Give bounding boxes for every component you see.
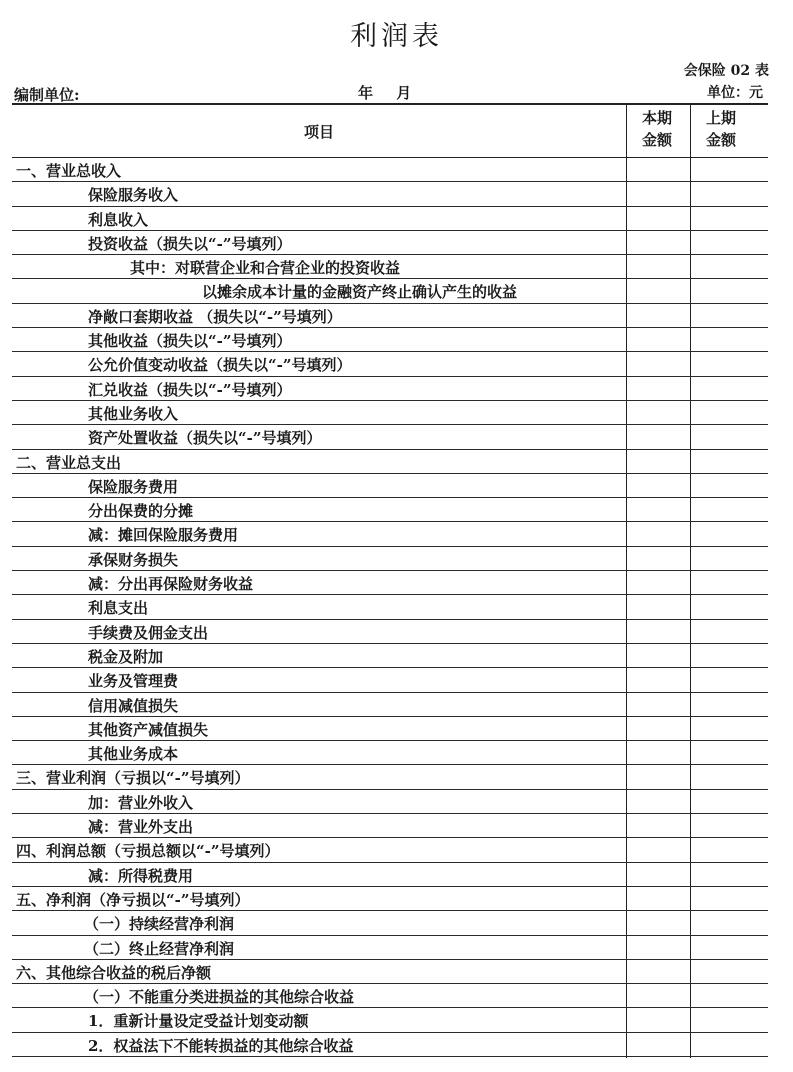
table-body: [12, 158, 768, 1057]
table-row: [12, 304, 768, 328]
table-row: [12, 352, 768, 376]
current-amount-cell[interactable]: [626, 838, 690, 861]
header-current-line2: 金额: [641, 131, 672, 149]
row-label: 分出保费的分摊: [88, 502, 194, 521]
table-row: [12, 887, 768, 911]
row-label: 其他收益（损失以“-”号填列）: [88, 332, 292, 351]
table-row: [12, 814, 768, 838]
row-label: 二、营业总支出: [16, 453, 122, 472]
previous-amount-cell[interactable]: [690, 547, 768, 570]
previous-amount-cell[interactable]: [690, 790, 768, 813]
current-amount-cell[interactable]: [626, 328, 690, 351]
current-amount-cell[interactable]: [626, 1033, 690, 1056]
row-label: 减：摊回保险服务费用: [88, 526, 239, 545]
header-previous-line2: 金额: [705, 131, 736, 149]
table-row: [12, 255, 768, 279]
period-label: 年 月: [358, 84, 412, 102]
page-title: 利润表: [350, 21, 443, 52]
table-row: [12, 936, 768, 960]
table-row: [12, 1033, 768, 1057]
row-label: 其他业务成本: [88, 745, 179, 764]
previous-amount-cell[interactable]: [690, 425, 768, 448]
table-row: [12, 522, 768, 546]
row-label: 四、利润总额（亏损总额以“-”号填列）: [16, 842, 280, 861]
current-amount-cell[interactable]: [626, 498, 690, 521]
previous-amount-cell[interactable]: [690, 960, 768, 983]
row-label: 减：所得税费用: [88, 866, 194, 885]
current-amount-cell[interactable]: [626, 401, 690, 424]
previous-amount-cell[interactable]: [690, 231, 768, 254]
current-amount-cell[interactable]: [626, 984, 690, 1007]
current-amount-cell[interactable]: [626, 936, 690, 959]
row-label: （二）终止经营净利润: [84, 939, 235, 958]
table-header: [12, 105, 768, 158]
row-label: 承保财务损失: [88, 550, 179, 569]
row-label: 以摊余成本计量的金融资产终止确认产生的收益: [202, 283, 518, 302]
previous-amount-cell[interactable]: [690, 595, 768, 618]
header-current-line1: 本期: [641, 109, 672, 127]
current-amount-cell[interactable]: [626, 717, 690, 740]
row-label: 五、净利润（净亏损以“-”号填列）: [16, 890, 250, 909]
previous-amount-cell[interactable]: [690, 887, 768, 910]
table-row: [12, 328, 768, 352]
table-row: [12, 984, 768, 1008]
current-amount-cell[interactable]: [626, 620, 690, 643]
current-amount-cell[interactable]: [626, 668, 690, 691]
table-row: [12, 571, 768, 595]
table-row: [12, 863, 768, 887]
table-row: [12, 595, 768, 619]
previous-amount-cell[interactable]: [690, 644, 768, 667]
table-row: [12, 741, 768, 765]
previous-amount-cell[interactable]: [690, 279, 768, 302]
previous-amount-cell[interactable]: [690, 450, 768, 473]
table-row: [12, 231, 768, 255]
table-row: [12, 790, 768, 814]
current-amount-cell[interactable]: [626, 790, 690, 813]
table-row: [12, 765, 768, 789]
previous-amount-cell[interactable]: [690, 765, 768, 788]
current-amount-cell[interactable]: [626, 255, 690, 278]
row-label: 保险服务收入: [88, 186, 179, 205]
previous-amount-cell[interactable]: [690, 158, 768, 181]
row-label: 利息支出: [88, 599, 149, 618]
previous-amount-cell[interactable]: [690, 474, 768, 497]
table-row: [12, 620, 768, 644]
row-label: 减：营业外支出: [88, 818, 194, 837]
unit-label: 单位：元: [707, 85, 763, 101]
previous-amount-cell[interactable]: [690, 522, 768, 545]
table-row: [12, 182, 768, 206]
previous-amount-cell[interactable]: [690, 984, 768, 1007]
table-row: [12, 838, 768, 862]
current-amount-cell[interactable]: [626, 741, 690, 764]
previous-amount-cell[interactable]: [690, 352, 768, 375]
row-label: 加：营业外收入: [88, 793, 194, 812]
row-label: 1．重新计量设定受益计划变动额: [88, 1012, 309, 1031]
previous-amount-cell[interactable]: [690, 693, 768, 716]
current-amount-cell[interactable]: [626, 547, 690, 570]
previous-amount-cell[interactable]: [690, 571, 768, 594]
income-statement-table: [12, 103, 768, 1057]
row-label: 六、其他综合收益的税后净额: [16, 963, 212, 982]
table-row: [12, 717, 768, 741]
current-amount-cell[interactable]: [626, 960, 690, 983]
table-row: [12, 474, 768, 498]
table-row: [12, 279, 768, 303]
previous-amount-cell[interactable]: [690, 863, 768, 886]
previous-amount-cell[interactable]: [690, 328, 768, 351]
previous-amount-cell[interactable]: [690, 1008, 768, 1031]
current-amount-cell[interactable]: [626, 571, 690, 594]
table-row: [12, 911, 768, 935]
current-amount-cell[interactable]: [626, 207, 690, 230]
previous-amount-cell[interactable]: [690, 182, 768, 205]
compiler-label: 编制单位:: [14, 86, 80, 104]
current-amount-cell[interactable]: [626, 644, 690, 667]
current-amount-cell[interactable]: [626, 522, 690, 545]
current-amount-cell[interactable]: [626, 863, 690, 886]
current-amount-cell[interactable]: [626, 474, 690, 497]
previous-amount-cell[interactable]: [690, 911, 768, 934]
previous-amount-cell[interactable]: [690, 401, 768, 424]
table-row: [12, 668, 768, 692]
row-label: 手续费及佣金支出: [88, 623, 209, 642]
current-amount-cell[interactable]: [626, 595, 690, 618]
current-amount-cell[interactable]: [626, 279, 690, 302]
previous-amount-cell[interactable]: [690, 620, 768, 643]
previous-amount-cell[interactable]: [690, 668, 768, 691]
row-label: 净敞口套期收益 （损失以“-”号填列）: [88, 307, 342, 326]
header-previous-amount: [690, 107, 752, 151]
current-amount-cell[interactable]: [626, 377, 690, 400]
row-label: 业务及管理费: [88, 672, 179, 691]
row-label: 公允价值变动收益（损失以“-”号填列）: [88, 356, 352, 375]
previous-amount-cell[interactable]: [690, 814, 768, 837]
current-amount-cell[interactable]: [626, 450, 690, 473]
table-row: [12, 158, 768, 182]
current-amount-cell[interactable]: [626, 693, 690, 716]
header-previous-line1: 上期: [705, 109, 736, 127]
previous-amount-cell[interactable]: [690, 717, 768, 740]
previous-amount-cell[interactable]: [690, 377, 768, 400]
previous-amount-cell[interactable]: [690, 1033, 768, 1056]
row-label: （一）不能重分类进损益的其他综合收益: [84, 988, 355, 1007]
row-label: 资产处置收益（损失以“-”号填列）: [88, 429, 322, 448]
current-amount-cell[interactable]: [626, 425, 690, 448]
previous-amount-cell[interactable]: [690, 498, 768, 521]
previous-amount-cell[interactable]: [690, 936, 768, 959]
form-code: 会保险 02 表: [683, 63, 769, 79]
current-amount-cell[interactable]: [626, 231, 690, 254]
previous-amount-cell[interactable]: [690, 838, 768, 861]
row-label: 保险服务费用: [88, 477, 179, 496]
current-amount-cell[interactable]: [626, 814, 690, 837]
table-row: [12, 207, 768, 231]
table-row: [12, 498, 768, 522]
row-label: 税金及附加: [88, 647, 164, 666]
row-label: 利息收入: [88, 210, 149, 229]
row-label: 减：分出再保险财务收益: [88, 575, 254, 594]
current-amount-cell[interactable]: [626, 182, 690, 205]
current-amount-cell[interactable]: [626, 1008, 690, 1031]
row-label: 2．权益法下不能转损益的其他综合收益: [88, 1036, 354, 1055]
previous-amount-cell[interactable]: [690, 207, 768, 230]
current-amount-cell[interactable]: [626, 911, 690, 934]
current-amount-cell[interactable]: [626, 304, 690, 327]
previous-amount-cell[interactable]: [690, 304, 768, 327]
header-current-amount: [626, 107, 688, 151]
row-label: 信用减值损失: [88, 696, 179, 715]
header-item: 项目: [303, 123, 334, 141]
current-amount-cell[interactable]: [626, 158, 690, 181]
row-label: 其他资产减值损失: [88, 720, 209, 739]
row-label: 汇兑收益（损失以“-”号填列）: [88, 380, 292, 399]
row-label: （一）持续经营净利润: [84, 915, 235, 934]
previous-amount-cell[interactable]: [690, 741, 768, 764]
row-label: 其中：对联营企业和合营企业的投资收益: [130, 259, 401, 278]
table-row: [12, 960, 768, 984]
table-row: [12, 693, 768, 717]
row-label: 其他业务收入: [88, 404, 179, 423]
table-row: [12, 1008, 768, 1032]
row-label: 三、营业利润（亏损以“-”号填列）: [16, 769, 250, 788]
current-amount-cell[interactable]: [626, 352, 690, 375]
current-amount-cell[interactable]: [626, 887, 690, 910]
table-row: [12, 377, 768, 401]
table-row: [12, 547, 768, 571]
table-row: [12, 425, 768, 449]
row-label: 一、营业总收入: [16, 162, 122, 180]
table-row: [12, 401, 768, 425]
row-label: 投资收益（损失以“-”号填列）: [88, 234, 292, 253]
table-row: [12, 450, 768, 474]
previous-amount-cell[interactable]: [690, 255, 768, 278]
current-amount-cell[interactable]: [626, 765, 690, 788]
table-row: [12, 644, 768, 668]
